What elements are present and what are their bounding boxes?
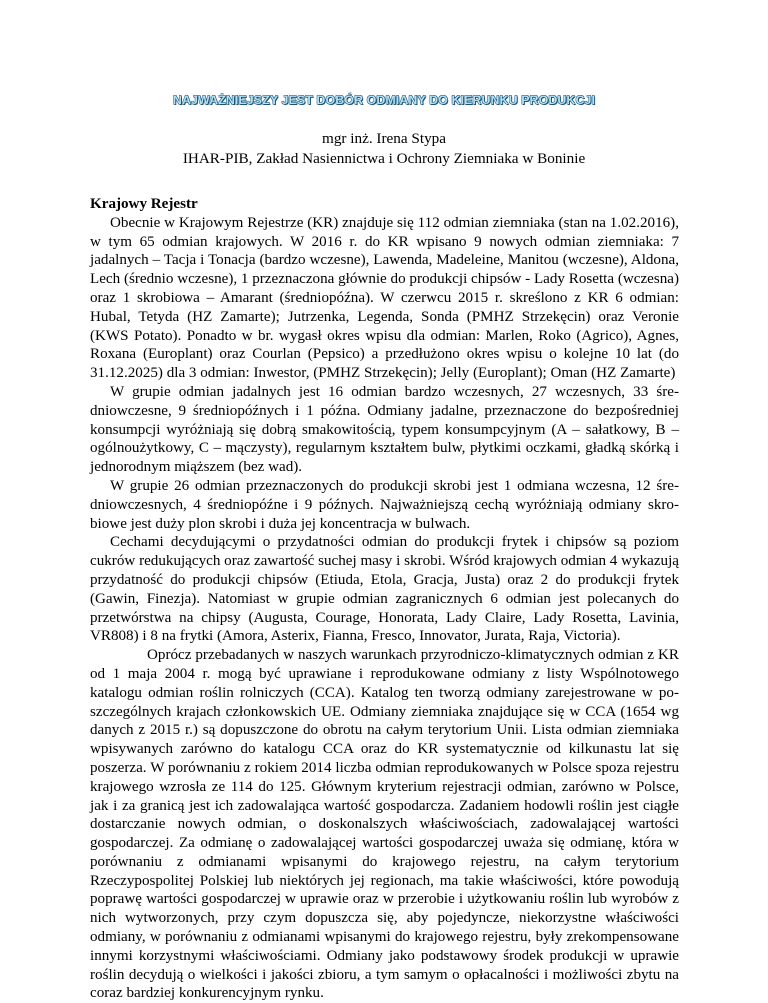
article-body	[90, 195, 679, 1003]
document-title: NAJWAŻNIEJSZY JEST DOBÓR ODMIANY DO KIERUNKU PRODUKCJI	[172, 93, 596, 107]
paragraph-5: Oprócz przebadanych w naszych warunkach przyrodniczo-klimatycznych odmian z KR od 1 maja 2004 r. mogą być uprawiane i reprodukowane odmiany z listy Wspólnotowego katalogu odmian roślin rolniczych (CCA). Katalog ten tworzą odmiany zarejestrowane w poszczególnych krajach członkowskich UE. Odmiany ziemniaka znajdujące się w CCA (1654 wg danych z 2015 r.) są dopuszczone do obrotu na całym terytorium Unii. Lista odmian ziemniaka wpisywanych zarówno do katalogu CCA oraz do KR systematycznie od kilkunastu lat się poszerza. W porównaniu z rokiem 2014 liczba odmian reprodukowanych w Polsce spoza rejestru krajowego wzrosła ze 114 do 125. Głównym kryterium rejestracji odmian, zarówno w Polsce, jak i za granicą jest ich zadowalająca wartość gospodarcza. Zadaniem hodowli roślin jest ciągłe dostarczanie nowych odmian, o doskonalszych właściwościach, zadowalającej wartości gospodarczej. Za odmianę o zadowalającej wartości gospodarczej uważa się odmianę, która w porównaniu z odmianami wpisanymi do krajowego rejestru, na całym terytorium Rzeczypospolitej Polskiej lub niektórych jej regionach, ma takie właściwości, które powodują poprawę wartości gospodarczej w uprawie oraz w przerobie i użytkowaniu roślin lub wyrobów z nich wytworzonych, przy czym dopuszcza się, aby pojedyncze, niekorzystne właściwości odmiany, w porównaniu z odmianami wpisanymi do krajowego rejestru, były zrekompensowane innymi korzystnymi właściwościami. Odmiany jako podstawowy środek produkcji w uprawie roślin decydują o wielkości i jakości zbioru, a tym samym o opłacalności i możliwości zbytu na coraz bardziej konkurencyjnym rynku.	[90, 647, 679, 1002]
paragraph-3: W grupie 26 odmian przeznaczonych do produkcji skrobi jest 1 odmiana wczesna, 12 średniowczesnych, 4 średniopóźne i 9 późnych. Najważniejszą cechą wyróżniają odmiany skrobiowe jest duży plon skrobi i duża jej koncentracja w bulwach.	[90, 477, 679, 532]
paragraph-4: Cechami decydującymi o przydatności odmian do produkcji frytek i chipsów są poziom cukrów redukujących oraz zawartość suchej masy i skrobi. Wśród krajowych odmian 4 wykazują przydatność do produkcji chipsów (Etiuda, Etola, Gracja, Justa) oraz 2 do produkcji frytek (Gawin, Finezja). Natomiast w grupie odmian zagranicznych 6 odmian jest polecanych do przetwórstwa na chipsy (Augusta, Courage, Honorata, Lady Claire, Lady Rosetta, Lavinia, VR808) i 8 na frytki (Amora, Asterix, Fianna, Fresco, Innovator, Jurata, Raja, Victoria).	[90, 534, 679, 645]
paragraph-1: Obecnie w Krajowym Rejestrze (KR) znajduje się 112 odmian ziemniaka (stan na 1.02.2016), w tym 65 odmian krajowych. W 2016 r. do KR wpisano 9 nowych odmian ziemniaka: 7 jadalnych – Tacja i Tonacja (bardzo wczesne), Lawenda, Madeleine, Manitou (wczesne), Aldona, Lech (średnio wczesne), 1 przeznaczona głównie do produkcji chipsów - Lady Rosetta (wczesna) oraz 1 skrobiowa – Amarant (średniopóźna). W czerwcu 2015 r. skreślono z KR 6 odmian: Hubal, Tetyda (HZ Zamarte); Jutrzenka, Legenda, Sonda (PMHZ Strzekęcin) oraz Veronie (KWS Potato). Ponadto w br. wygasł okres wpisu dla odmian: Marlen, Roko (Agrico), Agnes, Roxana (Europlant) oraz Courlan (Pepsico) a przedłużono okres wpisu o kolejne 10 lat (do 31.12.2025) dla 3 odmian: Inwestor, (PMHZ Strzekęcin); Jelly (Europlant); Oman (HZ Zamarte)	[90, 214, 679, 382]
section-heading: Krajowy Rejestr	[90, 196, 198, 212]
paragraph-2: W grupie odmian jadalnych jest 16 odmian bardzo wczesnych, 27 wczesnych, 33 średniowczesne, 9 średniopóźnych i 1 późna. Odmiany jadalne, przeznaczone do bezpośredniej konsumpcji wyróżniają się dobrą smakowitością, typem konsumpcyjnym (A – sałatkowy, B – ogólnoużytkowy, C – mączysty), regularnym kształtem bulw, płytkimi oczkami, gładką skórką i jednorodnym miąższem (bez wad).	[90, 383, 679, 476]
author-affiliation: IHAR-PIB, Zakład Nasiennictwa i Ochrony Ziemniaka w Boninie	[182, 150, 586, 167]
author-name: mgr inż. Irena Stypa	[322, 130, 446, 147]
